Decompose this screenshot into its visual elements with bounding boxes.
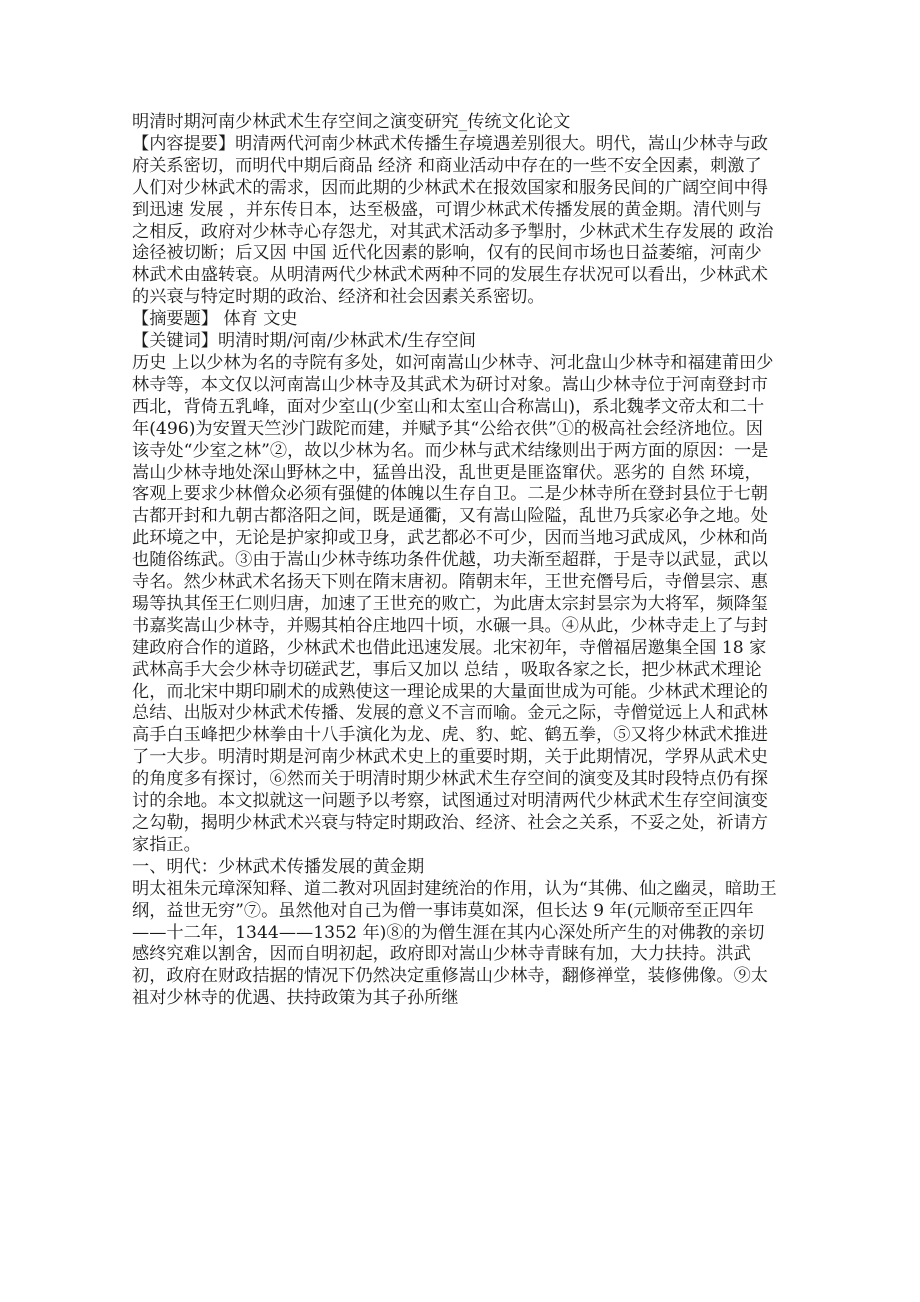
document-page [132, 112, 777, 1010]
intro-paragraph: 历史 上以少林为名的寺院有多处，如河南嵩山少林寺、河北盘山少林寺和福建莆田少林寺等，本文仅以河南嵩山少林寺及其武术为研讨对象。嵩山少林寺位于河南登封市西北，背倚五乳峰，面对少室山(少室山和太室山合称嵩山)，系北魏孝文帝太和二十年(496)为安置天竺沙门跋陀而建，并赋予其“公给衣供”①的极高社会经济地位。因该寺处“少室之林”②，故以少林为名。而少林与武术结缘则出于两方面的原因：一是嵩山少林寺地处深山野林之中，猛兽出没，乱世更是匪盗窜伏。恶劣的 自然 环境，客观上要求少林僧众必须有强健的体魄以生存自卫。二是少林寺所在登封县位于七朝古都开封和九朝古都洛阳之间，既是通衢，又有嵩山险隘，乱世乃兵家必争之地。处此环境之中，无论是护家抑或卫身，武艺都必不可少，因而当地习武成风，少林和尚也随俗练武。③由于嵩山少林寺练功条件优越，功夫渐至超群，于是寺以武显，武以寺名。然少林武术名扬天下则在隋末唐初。隋朝末年，王世充僭号后，寺僧昙宗、惠瑒等执其侄王仁则归唐，加速了王世充的败亡，为此唐太宗封昙宗为大将军，频降玺书嘉奖嵩山少林寺，并赐其柏谷庄地四十顷，水碾一具。④从此，少林寺走上了与封建政府合作的道路，少林武术也借此迅速发展。北宋初年，寺僧福居邀集全国 18 家武林高手大会少林寺切磋武艺，事后又加以 总结 ，吸取各家之长，把少林武术理论化，而北宋中期印刷术的成熟使这一理论成果的大量面世成为可能。少林武术理论的总结、出版对少林武术传播、发展的意义不言而喻。金元之际，寺僧觉远上人和武林高手白玉峰把少林拳由十八手演化为龙、虎、豹、蛇、鹤五拳，⑤又将少林武术推进了一大步。明清时期是河南少林武术史上的重要时期，关于此期情况，学界从武术史的角度多有探讨，⑥然而关于明清时期少林武术生存空间的演变及其时段特点仍有探讨的余地。本文拟就这一问题予以考察，试图通过对明清两代少林武术生存空间演变之勾勒，揭明少林武术兴衰与特定时期政治、经济、社会之关系，不妥之处，祈请方家指正。 [132, 352, 774, 855]
subject-line: 【摘要题】 体育 文史 [132, 309, 298, 330]
document-title: 明清时期河南少林武术生存空间之演变研究_传统文化论文 [132, 112, 571, 132]
section-heading: 一、明代：少林武术传播发展的黄金期 [132, 856, 425, 877]
section-body-paragraph: 明太祖朱元璋深知释、道二教对巩固封建统治的作用，认为“其佛、仙之幽灵，暗助王纲，益世无穷”⑦。虽然他对自己为僧一事讳莫如深，但长达 9 年(元顺帝至正四年——十二年，1344——1352 年)⑧的为僧生涯在其内心深处所产生的对佛教的亲切感终究难以割舍，因而自明初起，政府即对嵩山少林寺青睐有加，大力扶持。洪武初，政府在财政拮据的情况下仍然决定重修嵩山少林寺，翻修禅堂，装修佛像。⑨太祖对少林寺的优遇、扶持政策为其子孙所继 [132, 878, 777, 1009]
keywords-line: 【关键词】明清时期/河南/少林武术/生存空间 [132, 331, 476, 352]
abstract-paragraph: 【内容提要】明清两代河南少林武术传播生存境遇差别很大。明代，嵩山少林寺与政府关系密切，而明代中期后商品 经济 和商业活动中存在的一些不安全因素，刺激了人们对少林武术的需求，因而此期的少林武术在报效国家和服务民间的广阔空间中得到迅速 发展 ，并东传日本，达至极盛，可谓少林武术传播发展的黄金期。清代则与之相反，政府对少林寺心存怨尤，对其武术活动多予掣肘，少林武术生存发展的 政治 途径被切断；后又因 中国 近代化因素的影响，仅有的民间市场也日益萎缩，河南少林武术由盛转衰。从明清两代少林武术两种不同的发展生存状况可以看出，少林武术的兴衰与特定时期的政治、经济和社会因素关系密切。 [132, 133, 774, 308]
